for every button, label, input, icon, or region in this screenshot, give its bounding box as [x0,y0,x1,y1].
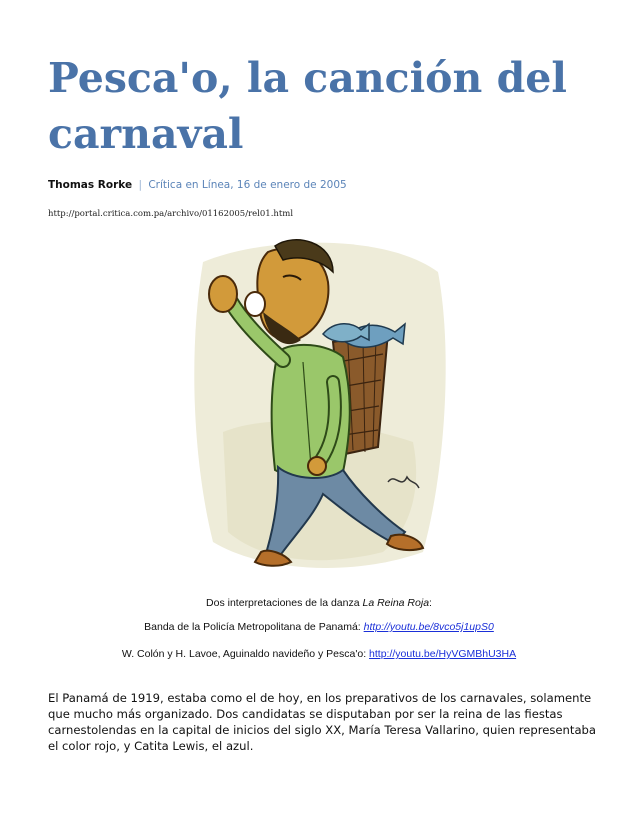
caption-dance-text: Dos interpretaciones de la danza [206,597,363,609]
caption-dance-colon: : [429,597,432,609]
source-url[interactable]: http://portal.critica.com.pa/archivo/01162005/rel01.html [48,209,294,219]
caption-dance [0,597,638,609]
body-paragraph: El Panamá de 1919, estaba como el de hoy, en los preparativos de los carnavales, solamente que mucho más organizado. Dos candidatas se disputaban por ser la reina de las fiestas carnestolendas en la capital de inicios del siglo XX, María Teresa Vallarino, quien representaba el color rojo, y Catita Lewis, el azul. [48,691,597,753]
caption-police-band [0,621,638,633]
caricature-illustration [183,232,455,582]
colon-lavoe-video-link[interactable]: http://youtu.be/HyVGMBhU3HA [369,648,517,660]
caption-colon-lavoe-text: W. Colón y H. Lavoe, Aguinaldo navideño y Pesca'o: [121,648,370,660]
byline [48,179,347,191]
article-title: Pesca'o, la canción del carnaval [48,54,567,158]
caption-dance-title: La Reina Roja [362,597,430,609]
source-credit: Crítica en Línea, 16 de enero de 2005 [148,179,347,191]
byline-separator: | [138,179,142,191]
author-name: Thomas Rorke [48,179,133,191]
police-band-video-link[interactable]: http://youtu.be/8vco5j1upS0 [363,621,494,633]
caption-colon-lavoe [0,648,638,660]
caption-police-band-text: Banda de la Policía Metropolitana de Panamá: [144,621,364,633]
